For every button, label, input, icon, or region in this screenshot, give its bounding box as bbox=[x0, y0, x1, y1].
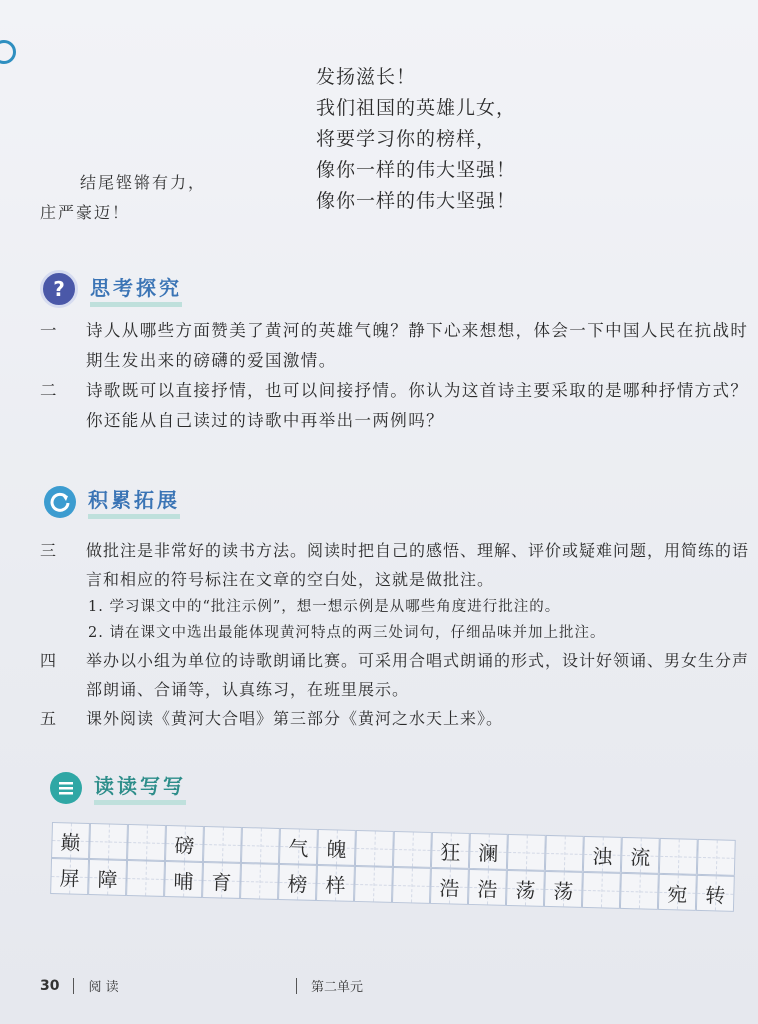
divider bbox=[73, 978, 74, 994]
character-grid bbox=[49, 822, 736, 950]
poem-line: 发扬滋长！ bbox=[316, 66, 417, 88]
grid-cell bbox=[658, 874, 697, 911]
grid-cell bbox=[506, 870, 545, 907]
question-item bbox=[40, 376, 752, 436]
grid-character: 巅 bbox=[60, 829, 81, 855]
grid-cell bbox=[621, 837, 660, 874]
list-lines-icon bbox=[50, 772, 82, 804]
exercise-number: 五 bbox=[40, 709, 58, 728]
annotation-line: 庄严豪迈！ bbox=[40, 203, 131, 222]
poem-line: 我们祖国的英雄儿女， bbox=[316, 97, 517, 119]
grid-character: 宛 bbox=[667, 881, 688, 907]
question-text: 诗人从哪些方面赞美了黄河的英雄气魄？静下心来想想，体会一下中国人民在抗战时期生发出来的磅礴的爱国激情。 bbox=[86, 321, 749, 370]
grid-character: 榜 bbox=[287, 871, 308, 897]
grid-cell bbox=[278, 864, 317, 901]
section-heading-thinking bbox=[40, 270, 182, 308]
grid-cell bbox=[620, 873, 659, 910]
grid-cell bbox=[582, 872, 621, 909]
grid-character: 魄 bbox=[326, 836, 347, 862]
grid-character: 荡 bbox=[515, 877, 536, 903]
section-heading-read-write bbox=[50, 770, 186, 805]
grid-character: 浩 bbox=[477, 876, 498, 902]
grid-character: 狂 bbox=[440, 839, 461, 865]
exercise-text: 课外阅读《黄河大合唱》第三部分《黄河之水天上来》。 bbox=[86, 709, 504, 728]
grid-cell bbox=[165, 825, 204, 862]
grid-character: 障 bbox=[97, 866, 118, 892]
grid-cell bbox=[545, 835, 584, 872]
section-title: 读读写写 bbox=[94, 770, 186, 805]
question-number: 二 bbox=[40, 381, 58, 400]
grid-cell bbox=[393, 831, 432, 868]
exercise-text: 举办以小组为单位的诗歌朗诵比赛。可采用合唱式朗诵的形式，设计好领诵、男女生分声部朗诵、合诵等，认真练习，在班里展示。 bbox=[86, 651, 750, 699]
grid-cell bbox=[164, 861, 203, 898]
exercise-text: 做批注是非常好的读书方法。阅读时把自己的感悟、理解、评价或疑难问题，用简练的语言和相应的符号标注在文章的空白处，这就是做批注。 bbox=[86, 541, 750, 589]
footer-unit: 第二单元 bbox=[311, 980, 364, 995]
grid-cell bbox=[279, 828, 318, 865]
grid-character: 流 bbox=[629, 844, 651, 870]
grid-cell bbox=[355, 830, 394, 867]
grid-character: 哺 bbox=[173, 868, 194, 894]
grid-cell bbox=[583, 836, 622, 873]
grid-cell bbox=[544, 871, 583, 908]
poem-line: 像你一样的伟大坚强！ bbox=[316, 159, 517, 181]
grid-cell bbox=[241, 827, 280, 864]
grid-character: 荡 bbox=[553, 878, 574, 904]
page-footer bbox=[40, 976, 364, 995]
grid-character: 育 bbox=[211, 869, 232, 895]
grid-character: 屏 bbox=[59, 865, 80, 891]
exercise-number: 四 bbox=[40, 651, 58, 670]
grid-cell bbox=[697, 839, 736, 876]
grid-cell bbox=[202, 862, 241, 899]
question-item bbox=[40, 316, 752, 376]
question-text: 诗歌既可以直接抒情，也可以间接抒情。你认为这首诗主要采取的是哪种抒情方式？你还能从自己读过的诗歌中再举出一两例吗？ bbox=[86, 381, 749, 430]
poem-line: 像你一样的伟大坚强！ bbox=[316, 190, 517, 212]
corner-circle-icon bbox=[0, 40, 16, 64]
section-title: 积累拓展 bbox=[88, 484, 180, 519]
poem-ending bbox=[316, 62, 516, 217]
grid-cell bbox=[317, 829, 356, 866]
grid-character: 磅 bbox=[174, 832, 195, 858]
grid-cell bbox=[50, 858, 89, 895]
grid-cell bbox=[126, 860, 165, 897]
poem-line: 将要学习你的榜样， bbox=[316, 128, 497, 150]
grid-cell bbox=[468, 869, 507, 906]
grid-cell bbox=[507, 834, 546, 871]
exercise-item bbox=[40, 646, 752, 704]
grid-cell bbox=[430, 868, 469, 905]
annotation-line: 结尾铿锵有力， bbox=[80, 173, 207, 192]
grid-character: 转 bbox=[705, 882, 726, 908]
divider bbox=[296, 978, 297, 994]
section-heading-accumulation bbox=[44, 484, 180, 519]
grid-character: 样 bbox=[325, 872, 346, 898]
sub-exercise: 1. 学习课文中的“批注示例”，想一想示例是从哪些角度进行批注的。 bbox=[88, 599, 561, 615]
grid-cell bbox=[354, 866, 393, 903]
grid-cell bbox=[316, 865, 355, 902]
grid-cell bbox=[88, 859, 127, 896]
exercise-list bbox=[40, 536, 752, 733]
grid-cell bbox=[51, 822, 90, 859]
footer-section: 阅 读 bbox=[88, 980, 119, 995]
refresh-arrow-icon bbox=[44, 486, 76, 518]
grid-cell bbox=[431, 832, 470, 869]
grid-character: 浊 bbox=[591, 843, 613, 869]
grid-character: 浩 bbox=[439, 875, 460, 901]
exercise-number: 三 bbox=[40, 541, 58, 560]
sub-exercise: 2. 请在课文中选出最能体现黄河特点的两三处词句，仔细品味并加上批注。 bbox=[88, 625, 606, 641]
grid-character: 气 bbox=[288, 835, 309, 861]
grid-cell bbox=[240, 863, 279, 900]
grid-cell bbox=[127, 824, 166, 861]
margin-annotation bbox=[40, 168, 206, 228]
grid-cell bbox=[392, 867, 431, 904]
grid-cell bbox=[203, 826, 242, 863]
question-number: 一 bbox=[40, 321, 58, 340]
section-title: 思考探究 bbox=[90, 272, 182, 307]
exercise-item bbox=[40, 704, 752, 733]
grid-cell bbox=[89, 823, 128, 860]
exercise-item bbox=[40, 536, 752, 594]
grid-cell bbox=[469, 833, 508, 870]
grid-cell bbox=[696, 875, 735, 912]
grid-cell bbox=[659, 838, 698, 875]
question-mark-icon: ? bbox=[40, 270, 78, 308]
grid-character: 澜 bbox=[478, 840, 499, 866]
page-number: 30 bbox=[40, 977, 60, 994]
